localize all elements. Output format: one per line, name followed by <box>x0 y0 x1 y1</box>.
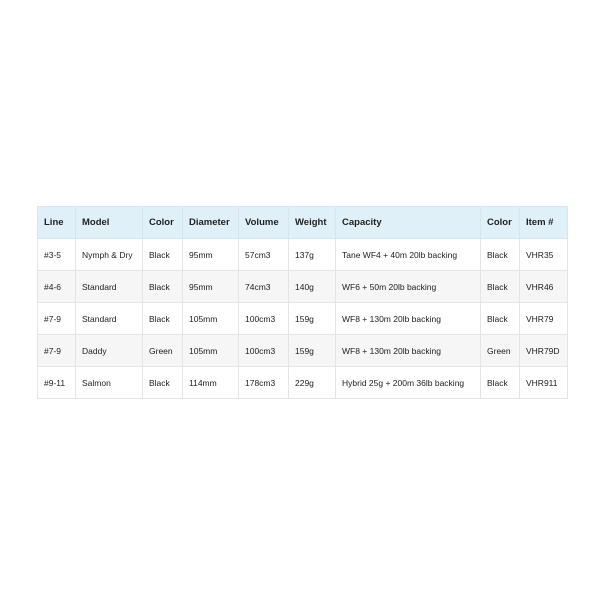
table-row <box>38 367 568 399</box>
cell-diameter: 105mm <box>183 303 239 335</box>
cell-line-color: Black <box>481 271 520 303</box>
cell-model: Standard <box>76 271 143 303</box>
header-model: Model <box>76 207 143 239</box>
cell-line-color: Black <box>481 239 520 271</box>
table-row <box>38 335 568 367</box>
cell-line: #7-9 <box>38 335 76 367</box>
cell-diameter: 114mm <box>183 367 239 399</box>
cell-line: #7-9 <box>38 303 76 335</box>
cell-volume: 57cm3 <box>239 239 289 271</box>
cell-line-color: Green <box>481 335 520 367</box>
cell-diameter: 95mm <box>183 239 239 271</box>
cell-weight: 140g <box>289 271 336 303</box>
cell-capacity: Tane WF4 + 40m 20lb backing <box>336 239 481 271</box>
cell-weight: 137g <box>289 239 336 271</box>
cell-item-number: VHR911 <box>520 367 568 399</box>
cell-item-number: VHR79D <box>520 335 568 367</box>
cell-color: Black <box>143 271 183 303</box>
cell-item-number: VHR79 <box>520 303 568 335</box>
table-row <box>38 239 568 271</box>
cell-line: #9-11 <box>38 367 76 399</box>
cell-capacity: Hybrid 25g + 200m 36lb backing <box>336 367 481 399</box>
cell-volume: 74cm3 <box>239 271 289 303</box>
header-item-number: Item # <box>520 207 568 239</box>
cell-capacity: WF6 + 50m 20lb backing <box>336 271 481 303</box>
cell-line: #4-6 <box>38 271 76 303</box>
cell-model: Salmon <box>76 367 143 399</box>
header-weight: Weight <box>289 207 336 239</box>
cell-capacity: WF8 + 130m 20lb backing <box>336 335 481 367</box>
cell-weight: 159g <box>289 303 336 335</box>
cell-color: Black <box>143 239 183 271</box>
table-row <box>38 303 568 335</box>
cell-model: Daddy <box>76 335 143 367</box>
header-capacity: Capacity <box>336 207 481 239</box>
cell-line: #3-5 <box>38 239 76 271</box>
header-diameter: Diameter <box>183 207 239 239</box>
cell-model: Standard <box>76 303 143 335</box>
cell-line-color: Black <box>481 303 520 335</box>
table-row <box>38 271 568 303</box>
cell-diameter: 105mm <box>183 335 239 367</box>
table-header-row <box>38 207 568 239</box>
cell-item-number: VHR46 <box>520 271 568 303</box>
cell-capacity: WF8 + 130m 20lb backing <box>336 303 481 335</box>
cell-line-color: Black <box>481 367 520 399</box>
cell-volume: 100cm3 <box>239 303 289 335</box>
cell-weight: 159g <box>289 335 336 367</box>
cell-volume: 178cm3 <box>239 367 289 399</box>
cell-weight: 229g <box>289 367 336 399</box>
cell-diameter: 95mm <box>183 271 239 303</box>
cell-color: Green <box>143 335 183 367</box>
header-line-color: Color <box>481 207 520 239</box>
header-volume: Volume <box>239 207 289 239</box>
header-line: Line <box>38 207 76 239</box>
cell-color: Black <box>143 367 183 399</box>
cell-color: Black <box>143 303 183 335</box>
cell-model: Nymph & Dry <box>76 239 143 271</box>
cell-item-number: VHR35 <box>520 239 568 271</box>
header-color: Color <box>143 207 183 239</box>
cell-volume: 100cm3 <box>239 335 289 367</box>
specs-table <box>37 206 568 399</box>
